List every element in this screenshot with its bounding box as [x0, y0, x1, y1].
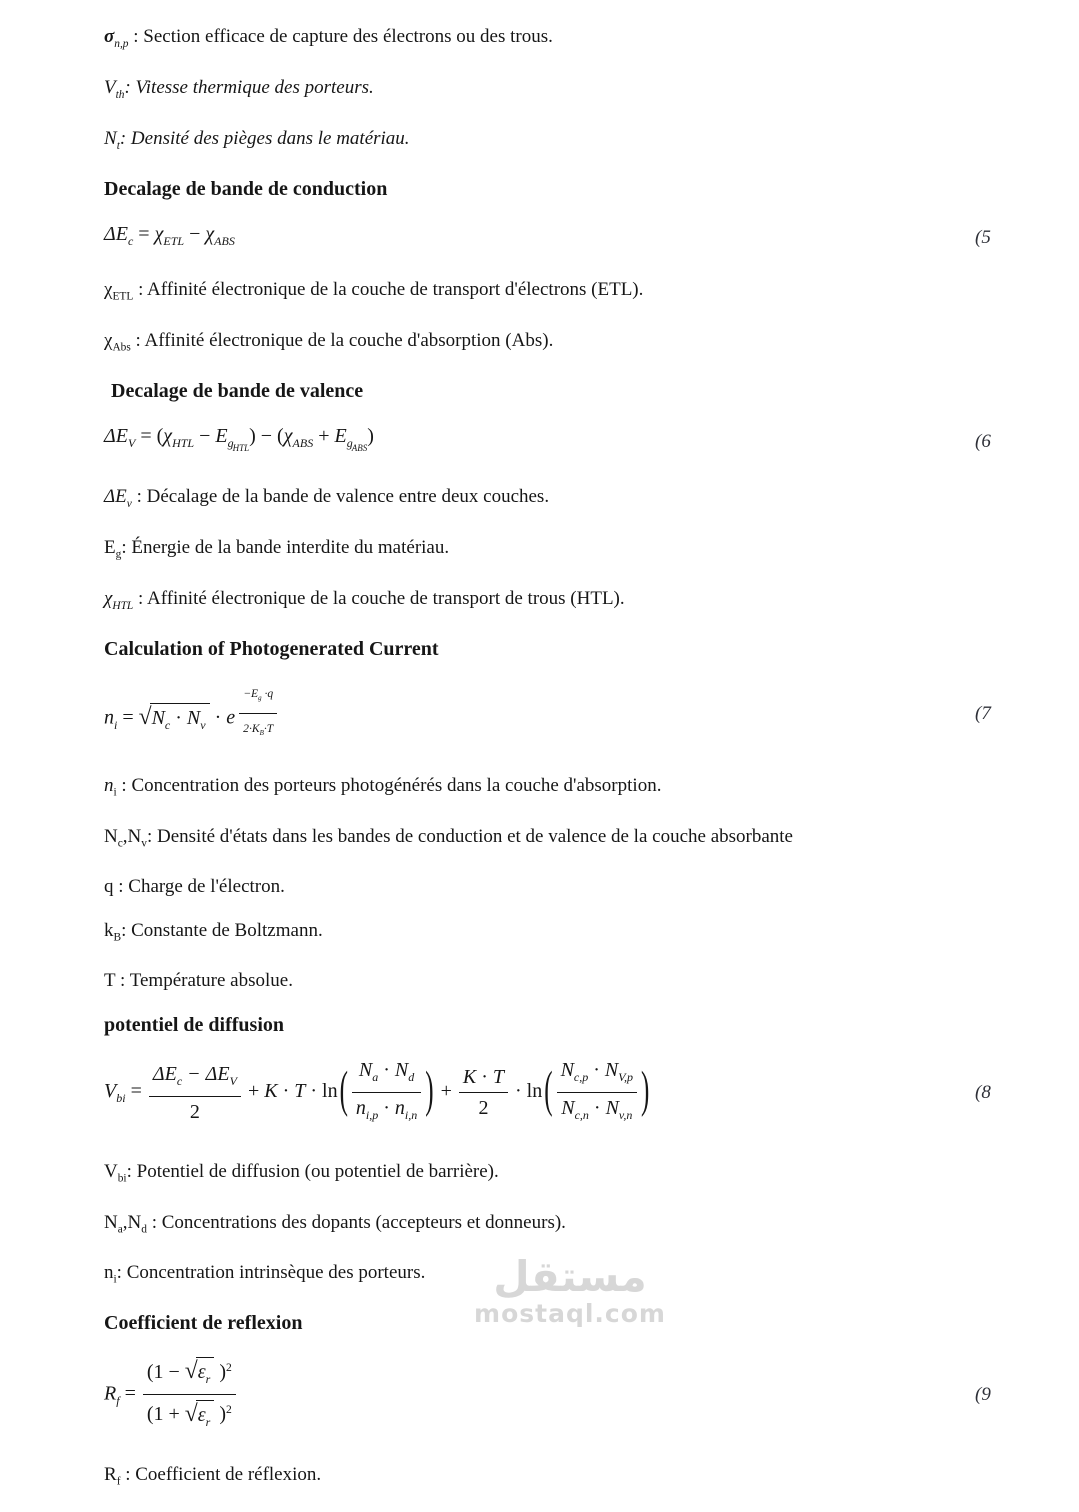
radical-sign: √	[184, 1400, 198, 1427]
text-token: 2	[478, 1097, 489, 1120]
text-token: N	[560, 1059, 574, 1082]
equation-body	[104, 422, 374, 462]
text-token: ,N	[122, 825, 142, 847]
text-token: )	[641, 1062, 650, 1118]
radical-sign: √	[184, 1358, 198, 1385]
fraction	[557, 1056, 637, 1129]
equation-body	[104, 680, 279, 747]
text-token: χ	[205, 223, 215, 246]
text-token: ΔE	[104, 223, 128, 246]
text-token: )	[214, 1361, 226, 1384]
para-sigma-np	[104, 24, 1079, 57]
text-token: ,N	[122, 1211, 142, 1233]
text-token: HTL	[172, 436, 195, 451]
text-token: v	[200, 718, 206, 733]
heading-reflection-coefficient: Coefficient de reflexion	[104, 1312, 303, 1335]
text-token: ETL	[112, 290, 134, 303]
text-token: =	[133, 223, 155, 246]
equation-number: (5	[975, 226, 991, 248]
text-token: r	[205, 1372, 211, 1387]
text-token: · ln	[305, 1080, 338, 1103]
text-token: : Énergie de la bande interdite du matériau.	[121, 537, 450, 559]
text-token: N	[605, 1097, 619, 1120]
paragraph-text	[104, 919, 323, 944]
text-token: a	[117, 1222, 123, 1235]
text-token: ·	[170, 707, 187, 730]
text-token: i	[113, 1273, 117, 1286]
text-token: ΔE	[104, 425, 128, 448]
text-token: : Concentration des porteurs photogénérés dans la couche d'absorption.	[116, 775, 662, 797]
text-token: =	[119, 1382, 141, 1405]
text-token: E	[215, 425, 228, 448]
text-token: V	[104, 1161, 118, 1183]
text-token: B	[259, 729, 264, 738]
equation-6	[104, 422, 1079, 462]
text-token: N	[104, 127, 117, 149]
text-token: : Potentiel de diffusion (ou potentiel de barrière).	[126, 1161, 499, 1183]
text-token: bi	[116, 1091, 126, 1106]
text-token: Abs	[112, 341, 131, 354]
text-token: ΔE	[152, 1062, 177, 1085]
text-token: E	[104, 537, 116, 559]
text-token: g	[258, 694, 262, 703]
text-token: E	[334, 425, 347, 448]
text-token: )	[214, 1403, 226, 1426]
text-token: c	[176, 1073, 183, 1088]
fraction-numerator	[149, 1060, 241, 1096]
text-token: R	[104, 1463, 117, 1485]
para-delta-ev	[104, 484, 1079, 517]
text-token: )	[367, 425, 374, 448]
fraction	[352, 1056, 421, 1129]
text-token: n	[394, 1097, 405, 1120]
text-token: d	[141, 1222, 147, 1235]
text-token: ·	[378, 1059, 395, 1082]
document-content	[104, 24, 1079, 1512]
fraction-denominator	[459, 1092, 508, 1122]
fraction-numerator	[352, 1056, 421, 1092]
text-token: HTL	[232, 443, 250, 454]
text-token: : Constante de Boltzmann.	[121, 919, 323, 941]
text-token: i	[113, 786, 117, 799]
equation-number: (8	[975, 1081, 991, 1103]
text-token: ABS	[351, 443, 368, 454]
text-token: χ	[104, 329, 113, 351]
text-token: V,p	[618, 1070, 634, 1085]
equation-5	[104, 220, 1079, 255]
text-token: −	[184, 223, 206, 246]
equation-body	[104, 1354, 238, 1435]
watermark-latin-text: mostaql.com	[474, 1299, 666, 1328]
paragraph-text	[104, 775, 662, 799]
text-token: +	[313, 425, 335, 448]
fraction	[459, 1063, 508, 1122]
text-token: bi	[117, 1172, 127, 1185]
paragraph-text	[104, 826, 793, 847]
text-token: v	[141, 836, 147, 849]
text-token: χ	[104, 279, 113, 301]
square-root-body	[150, 703, 210, 739]
text-token: r	[205, 1414, 211, 1429]
text-token: N	[604, 1059, 619, 1082]
text-token: n	[355, 1097, 366, 1120]
text-token: : Affinité électronique de la couche de transport de trous (HTL).	[133, 587, 625, 609]
paragraph-text	[104, 876, 285, 897]
fraction-denominator	[557, 1092, 637, 1129]
text-token: : Concentration intrinsèque des porteurs.	[116, 1261, 426, 1283]
text-token: N	[561, 1097, 575, 1120]
paragraph-text	[104, 127, 410, 152]
paragraph-text	[104, 587, 625, 612]
para-ni-photo	[104, 773, 1079, 805]
text-token: R	[104, 1382, 117, 1405]
paragraph-text	[104, 970, 293, 991]
text-token: T : Température absolue.	[104, 970, 293, 992]
text-token: N	[394, 1059, 409, 1082]
text-token: B	[113, 931, 122, 944]
fraction-numerator	[143, 1354, 236, 1394]
text-token: f	[116, 1475, 121, 1487]
text-token: n	[104, 775, 114, 797]
text-token: : Affinité électronique de la couche d'absorption (Abs).	[130, 329, 554, 351]
text-token: th	[115, 88, 125, 101]
text-token: χ	[104, 587, 113, 609]
text-token: ·	[209, 707, 227, 730]
fraction-numerator	[557, 1056, 637, 1092]
paragraph-text	[104, 1161, 499, 1185]
text-token: K	[264, 1080, 278, 1103]
text-token: ε	[197, 1403, 206, 1426]
square-root-body	[196, 1400, 215, 1436]
text-token: =	[125, 1080, 147, 1103]
text-token: K	[462, 1066, 477, 1089]
square-root	[185, 1400, 215, 1436]
equation-8	[104, 1056, 1079, 1129]
paragraph-text	[104, 537, 450, 561]
paragraph-text	[104, 76, 374, 101]
fraction	[149, 1060, 241, 1126]
text-token: χ	[283, 425, 293, 448]
text-token: V	[127, 436, 136, 451]
text-token: : Concentrations des dopants (accepteurs et donneurs).	[146, 1211, 566, 1233]
text-token: ETL	[163, 234, 185, 249]
paragraph-text	[104, 279, 644, 303]
text-token: (1 −	[146, 1361, 185, 1384]
text-token: T	[492, 1066, 505, 1089]
text-token: n,p	[114, 37, 129, 50]
text-token: N	[104, 1211, 118, 1233]
text-token: i,n	[404, 1108, 418, 1123]
watermark-arabic-text: مستقل	[493, 1252, 647, 1301]
para-nt	[104, 126, 1079, 159]
para-kb	[104, 918, 1079, 950]
text-token: 2	[225, 1361, 232, 1375]
fraction-denominator	[143, 1394, 236, 1435]
text-token: n	[104, 707, 114, 730]
text-token: c,n	[574, 1108, 589, 1123]
text-token: t	[116, 139, 120, 152]
para-rf	[104, 1462, 1079, 1494]
paragraph-text	[104, 486, 550, 511]
text-token: ·	[378, 1097, 395, 1120]
text-token: · ln	[510, 1080, 543, 1103]
para-ni-intrinsic	[104, 1260, 1079, 1292]
text-token: (	[544, 1062, 553, 1118]
text-token: ·T	[263, 722, 274, 736]
text-token: g	[227, 436, 234, 451]
text-token: e	[226, 707, 236, 730]
text-token: +	[435, 1080, 457, 1103]
radical-sign: √	[138, 704, 152, 731]
text-token: : Décalage de la bande de valence entre deux couches.	[131, 486, 550, 508]
text-token: ΔE	[104, 486, 127, 508]
para-nc-nv	[104, 824, 1079, 856]
text-token: (	[339, 1062, 348, 1118]
heading-valence-band-offset: Decalage de bande de valence	[111, 380, 364, 403]
text-token: v,n	[618, 1108, 633, 1123]
fraction-denominator	[149, 1096, 241, 1126]
exponent	[237, 680, 279, 747]
text-token: c,p	[573, 1070, 589, 1085]
para-chi-htl	[104, 586, 1079, 619]
text-token: f	[116, 1393, 120, 1408]
text-token: ·	[588, 1097, 606, 1120]
text-token: =	[117, 707, 139, 730]
text-token: i,p	[365, 1108, 379, 1123]
text-token: N	[358, 1059, 373, 1082]
para-na-nd	[104, 1210, 1079, 1242]
text-token: c	[164, 718, 171, 733]
text-token: ) − (	[249, 425, 284, 448]
text-token: χ	[163, 425, 173, 448]
text-token: c	[117, 836, 123, 849]
text-token: v	[126, 498, 132, 511]
text-token: ABS	[292, 436, 314, 451]
fraction-numerator	[459, 1063, 508, 1092]
text-token: σ	[104, 26, 115, 47]
fraction-denominator	[239, 713, 277, 747]
fraction	[239, 680, 277, 747]
text-token: (1 +	[146, 1403, 185, 1426]
text-token: : Affinité électronique de la couche de transport d'électrons (ETL).	[133, 279, 644, 301]
fraction	[143, 1354, 236, 1435]
paragraph-text	[104, 1261, 426, 1286]
text-token: V	[104, 1080, 117, 1103]
equation-7	[104, 680, 1079, 747]
text-token: N	[151, 707, 165, 730]
text-token: −E	[243, 687, 259, 701]
text-token: ·	[588, 1059, 605, 1082]
text-token: q : Charge de l'électron.	[104, 875, 285, 897]
text-token: n	[104, 1261, 114, 1283]
text-token: 2·K	[243, 722, 260, 736]
paragraph-text	[104, 329, 554, 354]
para-vbi	[104, 1159, 1079, 1191]
fraction-denominator	[352, 1092, 421, 1129]
square-root-body	[196, 1357, 215, 1393]
text-token: : Section efficace de capture des électrons ou des trous.	[128, 26, 553, 47]
text-token: +	[242, 1080, 265, 1103]
text-token: ·	[476, 1066, 493, 1089]
text-token: N	[186, 707, 201, 730]
equation-body	[104, 1056, 651, 1129]
text-token: c	[127, 234, 134, 249]
heading-photogenerated-current: Calculation of Photogenerated Current	[104, 638, 439, 661]
paragraph-text	[104, 26, 553, 50]
text-token: g	[115, 548, 122, 561]
equation-number: (6	[975, 431, 991, 453]
equation-body	[104, 220, 235, 255]
paragraph-text	[104, 1212, 566, 1233]
text-token: ·q	[261, 687, 274, 701]
text-token: V	[104, 76, 116, 98]
square-root	[139, 703, 210, 739]
square-root	[185, 1357, 215, 1393]
text-token: d	[408, 1070, 415, 1085]
equation-9	[104, 1354, 1079, 1435]
text-token: g	[346, 436, 353, 451]
text-token: k	[104, 919, 114, 941]
text-token: −	[194, 425, 216, 448]
text-token: ·	[277, 1080, 295, 1103]
heading-conduction-band-offset: Decalage de bande de conduction	[104, 178, 388, 201]
text-token: : Vitesse thermique des porteurs.	[124, 76, 374, 98]
text-token: )	[425, 1062, 434, 1118]
fraction-numerator	[239, 680, 277, 713]
para-vth	[104, 75, 1079, 108]
text-token: T	[294, 1080, 306, 1103]
para-chi-abs	[104, 328, 1079, 360]
text-token: : Densité d'états dans les bandes de conduction et de valence de la couche absorbante	[146, 825, 793, 847]
para-eg	[104, 535, 1079, 567]
text-token: = (	[135, 425, 164, 448]
text-token: : Coefficient de réflexion.	[120, 1463, 322, 1485]
paragraph-text	[104, 1464, 321, 1485]
text-token: χ	[154, 223, 164, 246]
text-token: i	[114, 718, 118, 733]
text-token: 2	[225, 1403, 232, 1417]
text-token: 2	[189, 1100, 200, 1123]
text-token: : Densité des pièges dans le matériau.	[119, 127, 410, 149]
text-token: ABS	[214, 234, 235, 249]
text-token: HTL	[112, 599, 134, 612]
equation-number: (9	[975, 1383, 991, 1405]
text-token: ε	[197, 1361, 206, 1384]
heading-builtin-potential: potentiel de diffusion	[104, 1014, 285, 1037]
equation-number: (7	[975, 702, 991, 724]
para-chi-etl	[104, 277, 1079, 309]
para-q	[104, 874, 1079, 900]
text-token: V	[229, 1073, 237, 1088]
text-token: a	[372, 1070, 379, 1085]
text-token: − ΔE	[182, 1062, 230, 1085]
text-token: N	[104, 825, 118, 847]
para-temperature	[104, 968, 1079, 994]
